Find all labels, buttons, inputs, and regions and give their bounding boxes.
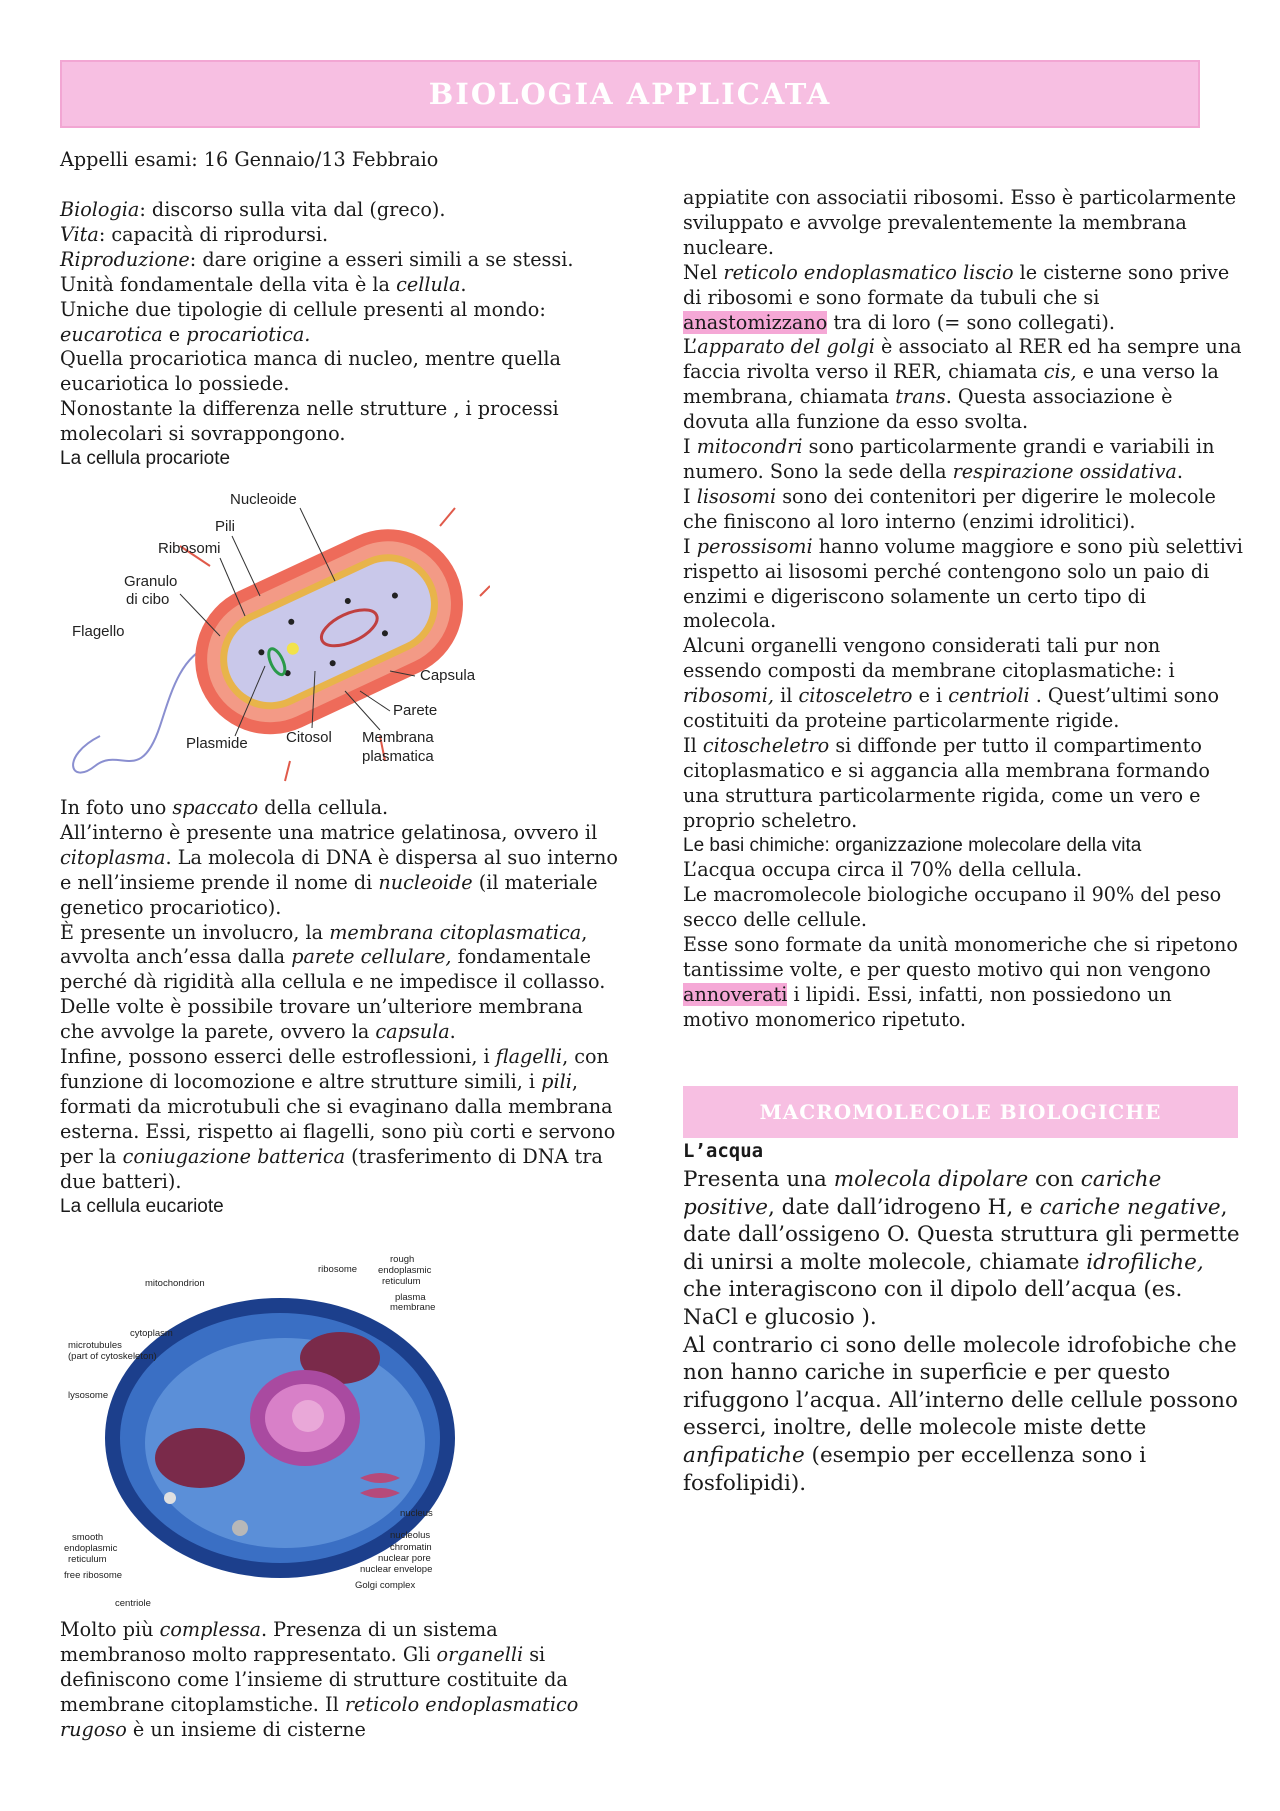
- p-rel: Nel reticolo endoplasmatico liscio le cisterne sono prive di ribosomi e sono formate da tubuli che si anastomizzano tra di loro (= sono collegati).: [683, 260, 1230, 334]
- heading-basi-chimiche: Le basi chimiche: organizzazione molecolare della vita: [683, 834, 1142, 856]
- label-membrana-1: Membrana: [362, 729, 434, 746]
- mitochondrion-shape: [155, 1428, 245, 1488]
- label-plasma-1: plasma: [395, 1292, 426, 1303]
- label-granulo-2: di cibo: [126, 591, 170, 608]
- label-chromatin: chromatin: [390, 1542, 432, 1553]
- eukaryote-diagram: [60, 1248, 460, 1618]
- label-flagello: Flagello: [72, 623, 125, 640]
- label-pili: Pili: [215, 518, 236, 535]
- page-title: BIOLOGIA APPLICATA: [428, 77, 832, 111]
- label-membrana-2: plasmatica: [362, 748, 434, 765]
- highlight-anastomizzano: anastomizzano: [683, 310, 828, 334]
- p-complessa: Molto più complessa. Presenza di un sistema membranoso molto rappresentato. Gli organelli si definiscono come l’insieme di strutture costituite da membrane citoplamstiche. Il reticolo endoplasmatico rugoso è un insieme di cisterne: [60, 1618, 579, 1741]
- heading-eucariote: La cellula eucariote: [60, 1195, 224, 1217]
- prokaryote-text: [60, 796, 620, 1219]
- label-ser-1: smooth: [72, 1532, 104, 1543]
- p-citoscheletro: Il citoscheletro si diffonde per tutto il compartimento citoplasmatico e si aggancia alla membrana formando una struttura particolarmente rigida, come un vero e proprio scheletro.: [683, 733, 1210, 832]
- label-nuclear-pore: nuclear pore: [378, 1553, 431, 1564]
- tipologie-line: Uniche due tipologie di cellule presenti al mondo: eucarotica e procariotica.: [60, 297, 546, 346]
- p-mitocondri: I mitocondri sono particolarmente grandi e variabili in numero. Sono la sede della respirazione ossidativa.: [683, 435, 1215, 483]
- organelles-text: [683, 186, 1243, 1033]
- flagellum-shape: [73, 646, 210, 773]
- label-nucleoide: Nucleoide: [230, 491, 297, 508]
- nucleo-line: Quella procariotica manca di nucleo, mentre quella eucariotica lo possiede.: [60, 347, 561, 396]
- label-mitochondrion: mitochondrion: [145, 1278, 205, 1289]
- label-ser-3: reticulum: [68, 1554, 107, 1565]
- label-rer-2: endoplasmic: [378, 1265, 432, 1276]
- title-banner: [60, 60, 1200, 128]
- label-granulo-1: Granulo: [124, 573, 178, 590]
- water-text: [683, 1166, 1243, 1497]
- label-free-ribosome: free ribosome: [64, 1570, 123, 1581]
- heading-procariote: La cellula procariote: [60, 448, 231, 470]
- label-plasma-2: membrane: [390, 1302, 436, 1313]
- label-lysosome: lysosome: [68, 1390, 109, 1401]
- p-membrana: È presente un involucro, la membrana citoplasmatica, avvolta anch’essa dalla parete cellulare, fondamentale perché dà rigidità alla cellula e ne impedisce il collasso. Delle volte è possibile trovare un’ulteriore membrana che avvolge la parete, ovvero la capsula.: [60, 920, 606, 1044]
- p-acqua-70: L’acqua occupa circa il 70% della cellula.: [683, 858, 1083, 882]
- highlight-annoverati: annoverati: [683, 983, 788, 1006]
- eukaryote-text: [60, 1618, 620, 1743]
- label-micro-1: microtubules: [68, 1340, 122, 1351]
- label-plasmide: Plasmide: [186, 735, 248, 752]
- label-nuclear-envelope: nuclear envelope: [360, 1564, 433, 1575]
- p-organelli-non-membrana: Alcuni organelli vengono considerati tali pur non essendo composti da membrane citoplasmatiche: i ribosomi, il citosceletro e i centrioli . Quest’ultimi sono costituiti da proteine particolarmente rigide.: [683, 634, 1220, 733]
- p-macromolecole-90: Le macromolecole biologiche occupano il 90% del peso secco delle cellule.: [683, 883, 1222, 932]
- subhead-acqua: L’acqua: [683, 1140, 764, 1162]
- prokaryote-diagram: [60, 486, 490, 796]
- label-parete: Parete: [393, 702, 438, 719]
- label-rer-1: rough: [390, 1254, 415, 1265]
- label-ribosomi: Ribosomi: [158, 540, 221, 557]
- label-rer-3: reticulum: [382, 1276, 421, 1287]
- label-golgi: Golgi complex: [355, 1580, 416, 1591]
- label-nucleus: nucleus: [400, 1508, 433, 1519]
- label-micro-2: (part of cytoskeleton): [68, 1351, 157, 1362]
- p-lisosomi: I lisosomi sono dei contenitori per digerire le molecole che finiscono al loro interno (enzimi idrolitici).: [683, 484, 1216, 533]
- label-ser-2: endoplasmic: [64, 1543, 118, 1554]
- nonostante-line: Nonostante la differenza nelle strutture , i processi molecolari si sovrappongono.: [60, 397, 559, 446]
- p-citoplasma: All’interno è presente una matrice gelatinosa, ovvero il citoplasma. La molecola di DNA è dispersa al suo interno e nell’insieme prende il nome di nucleoide (il materiale genetico procariotico).: [60, 820, 618, 919]
- p-perossisomi: I perossisomi hanno volume maggiore e sono più selettivi rispetto ai lisosomi perché contengono solo un paio di enzimi e digeriscono solamente un certo tipo di molecola.: [683, 534, 1243, 633]
- label-citosol: Citosol: [286, 729, 332, 746]
- p-idrofobiche: Al contrario ci sono delle molecole idrofobiche che non hanno cariche in superficie e per questo rifuggono l’acqua. All’interno delle cellule possono esserci, inoltre, delle molecole miste dette anfipatiche (esempio per eccellenza sono i fosfolipidi).: [683, 1332, 1238, 1496]
- intro-block: [60, 198, 620, 472]
- def-vita: Vita: capacità di riprodursi.: [60, 222, 329, 246]
- def-riproduzione: Riproduzione: dare origine a esseri simili a se stessi.: [60, 247, 574, 271]
- unita-line: Unità fondamentale della vita è la cellula.: [60, 272, 467, 296]
- label-capsula: Capsula: [420, 667, 476, 684]
- section-banner-macromolecole: MACROMOLECOLE BIOLOGICHE: [683, 1086, 1238, 1138]
- def-biologia: Biologia: discorso sulla vita dal (greco).: [60, 198, 446, 221]
- label-centriole: centriole: [115, 1598, 151, 1609]
- p-monomeri: Esse sono formate da unità monomeriche che si ripetono tantissime volte, e per questo motivo qui non vengono annoverati i lipidi. Essi, infatti, non possiedono un motivo monomerico ripetuto.: [683, 933, 1238, 1031]
- p-golgi: L’apparato del golgi è associato al RER ed ha sempre una faccia rivolta verso il RER, chiamata cis, e una verso la membrana, chiamata trans. Questa associazione è dovuta alla funzione da esso svolta.: [683, 335, 1242, 434]
- exam-dates: Appelli esami: 16 Gennaio/13 Febbraio: [60, 148, 439, 171]
- p-spaccato: In foto uno spaccato della cellula.: [60, 796, 389, 819]
- label-cytoplasm: cytoplasm: [130, 1328, 173, 1339]
- label-nucleolus: nucleolus: [390, 1530, 431, 1541]
- p-dipolare: Presenta una molecola dipolare con cariche positive, date dall’idrogeno H, e cariche negative, date dall’ossigeno O. Questa struttura gli permette di unirsi a molte molecole, chiamate idrofiliche, che interagiscono con il dipolo dell’acqua (es. NaCl e glucosio ).: [683, 1167, 1240, 1330]
- p-rer-cont: appiatite con associatii ribosomi. Esso è particolarmente sviluppato e avvolge prevalentemente la membrana nucleare.: [683, 186, 1237, 259]
- label-ribosome: ribosome: [318, 1264, 358, 1275]
- p-flagelli: Infine, possono esserci delle estroflessioni, i flagelli, con funzione di locomozione e altre strutture simili, i pili, formati da microtubuli che si evaginano dalla membrana esterna. Essi, rispetto ai flagelli, sono più corti e servono per la coniugazione batterica (trasferimento di DNA tra due batteri).: [60, 1045, 616, 1193]
